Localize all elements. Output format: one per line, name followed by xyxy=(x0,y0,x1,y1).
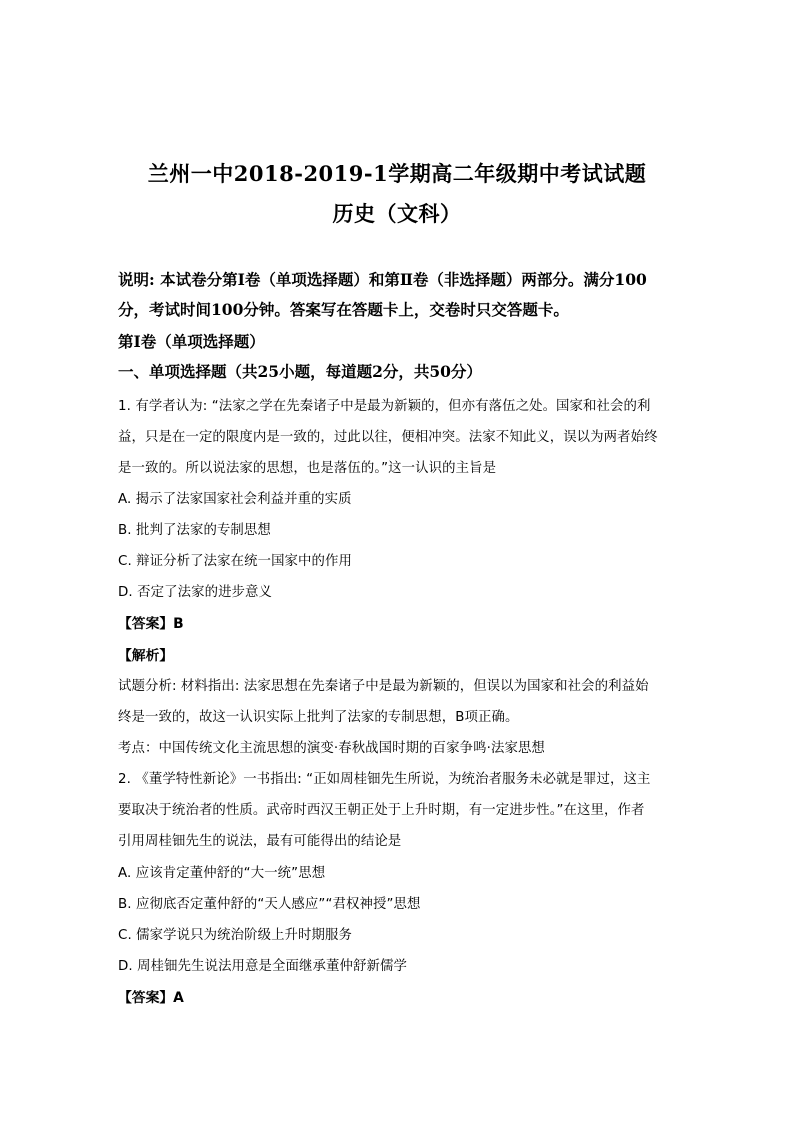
volume-title: 第Ⅰ卷（单项选择题） xyxy=(118,332,265,351)
question-2-stem-line-3: 引用周桂钿先生的说法，最有可能得出的结论是 xyxy=(118,834,402,849)
part-title: 一、单项选择题（共25小题，每道题2分，共50分） xyxy=(118,362,482,381)
question-1-analysis-label: 【解析】 xyxy=(118,648,174,664)
question-1-stem-line-2: 益，只是在一定的限度内是一致的，过此以往，便相冲突。法家不知此义，误以为两者始终 xyxy=(118,430,658,445)
question-2-option-a: A. 应该肯定董仲舒的“大一统”思想 xyxy=(118,866,326,881)
question-1-option-b: B. 批判了法家的专制思想 xyxy=(118,523,271,538)
question-2-answer: 【答案】A xyxy=(118,990,184,1006)
question-2-option-d: D. 周桂钿先生说法用意是全面继承董仲舒新儒学 xyxy=(118,959,407,974)
document-subtitle: 历史（文科） xyxy=(332,201,462,226)
question-1-analysis-line-2: 终是一致的，故这一认识实际上批判了法家的专制思想，B项正确。 xyxy=(118,710,519,725)
question-1-knowledge-point: 考点：中国传统文化主流思想的演变·春秋战国时期的百家争鸣·法家思想 xyxy=(118,741,545,756)
instructions-line-2: 分，考试时间100分钟。答案写在答题卡上，交卷时只交答题卡。 xyxy=(118,300,569,319)
question-1-answer: 【答案】B xyxy=(118,616,184,632)
question-2-stem-line-2: 要取决于统治者的性质。武帝时西汉王朝正处于上升时期，有一定进步性。”在这里，作者 xyxy=(118,803,645,818)
question-2-option-b: B. 应彻底否定董仲舒的“天人感应”“君权神授”思想 xyxy=(118,897,421,912)
question-2-stem-line-1: 2. 《董学特性新论》一书指出: “正如周桂钿先生所说，为统治者服务未必就是罪过，这主 xyxy=(118,772,651,787)
question-1-analysis-line-1: 试题分析: 材料指出: 法家思想在先秦诸子中是最为新颖的，但误以为国家和社会的利益始 xyxy=(118,679,649,694)
instructions-line-1: 说明: 本试卷分第Ⅰ卷（单项选择题）和第Ⅱ卷（非选择题）两部分。满分100 xyxy=(118,270,647,289)
document-title: 兰州一中2018-2019-1学期高二年级期中考试试题 xyxy=(147,161,647,186)
question-1-stem-line-1: 1. 有学者认为: “法家之学在先秦诸子中是最为新颖的，但亦有落伍之处。国家和社会的利 xyxy=(118,399,651,414)
question-1-option-d: D. 否定了法家的进步意义 xyxy=(118,585,273,600)
question-1-stem-line-3: 是一致的。所以说法家的思想，也是落伍的。”这一认识的主旨是 xyxy=(118,461,497,476)
question-2-option-c: C. 儒家学说只为统治阶级上升时期服务 xyxy=(118,928,353,943)
question-1-option-a: A. 揭示了法家国家社会利益并重的实质 xyxy=(118,492,352,507)
question-1-option-c: C. 辩证分析了法家在统一国家中的作用 xyxy=(118,554,353,569)
